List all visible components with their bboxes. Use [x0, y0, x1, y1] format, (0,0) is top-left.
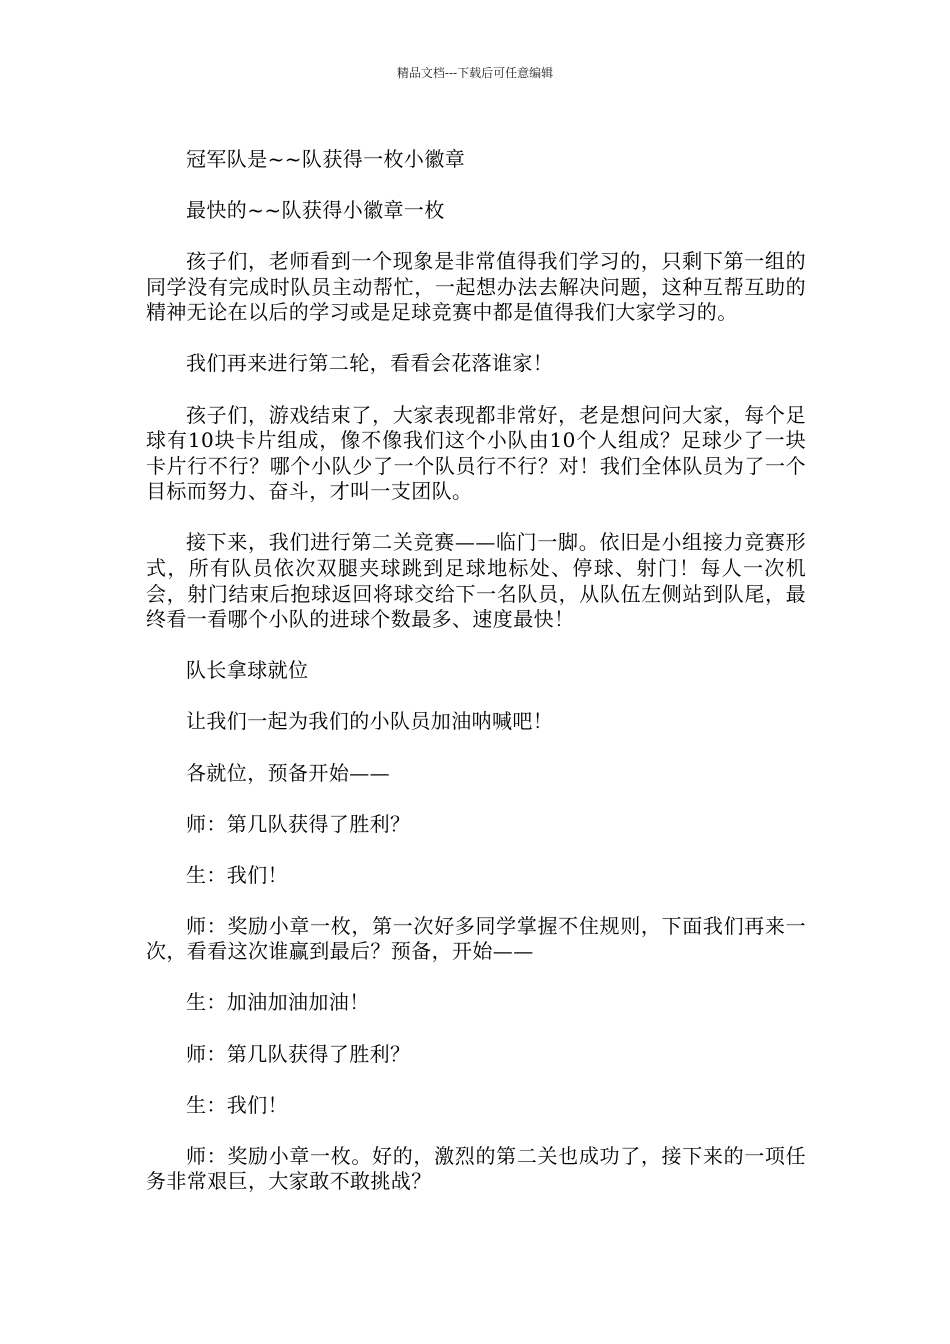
page-header: 精品文档---下载后可任意编辑	[396, 66, 554, 80]
paragraph: 孩子们，游戏结束了，大家表现都非常好，老是想问问大家，每个足球有10块卡片组成，像不像我们这个小队由10个人组成？足球少了一块卡片行不行？哪个小队少了一个队员行不行？对！我们全体队员为了一个目标而努力、奋斗，才叫一支团队。	[146, 402, 806, 504]
paragraph: 队长拿球就位	[186, 658, 309, 683]
paragraph: 师：奖励小章一枚，第一次好多同学掌握不住规则，下面我们再来一次，看看这次谁赢到最后？预备，开始——	[146, 913, 806, 964]
paragraph: 孩子们，老师看到一个现象是非常值得我们学习的，只剩下第一组的同学没有完成时队员主动帮忙，一起想办法去解决问题，这种互帮互助的精神无论在以后的学习或是足球竞赛中都是值得我们大家学习的。	[146, 249, 806, 325]
document-body	[146, 147, 806, 1220]
paragraph: 我们再来进行第二轮，看看会花落谁家！	[186, 351, 554, 376]
paragraph: 师：奖励小章一枚。好的，激烈的第二关也成功了，接下来的一项任务非常艰巨，大家敢不敢挑战？	[146, 1143, 806, 1194]
paragraph: 让我们一起为我们的小队员加油呐喊吧！	[186, 709, 554, 734]
paragraph: 接下来，我们进行第二关竞赛——临门一脚。依旧是小组接力竞赛形式，所有队员依次双腿夹球跳到足球地标处、停球、射门！每人一次机会，射门结束后抱球返回将球交给下一名队员，从队伍左侧站到队尾，最终看一看哪个小队的进球个数最多、速度最快！	[146, 530, 806, 632]
paragraph: 各就位，预备开始——	[186, 760, 390, 785]
paragraph: 冠军队是~~队获得一枚小徽章	[186, 147, 466, 171]
paragraph: 生：我们！	[186, 862, 288, 887]
paragraph: 生：加油加油加油！	[186, 990, 370, 1015]
paragraph: 师：第几队获得了胜利？	[186, 811, 411, 836]
paragraph: 师：第几队获得了胜利？	[186, 1041, 411, 1066]
paragraph: 生：我们！	[186, 1092, 288, 1117]
paragraph: 最快的~~队获得小徽章一枚	[186, 198, 445, 223]
